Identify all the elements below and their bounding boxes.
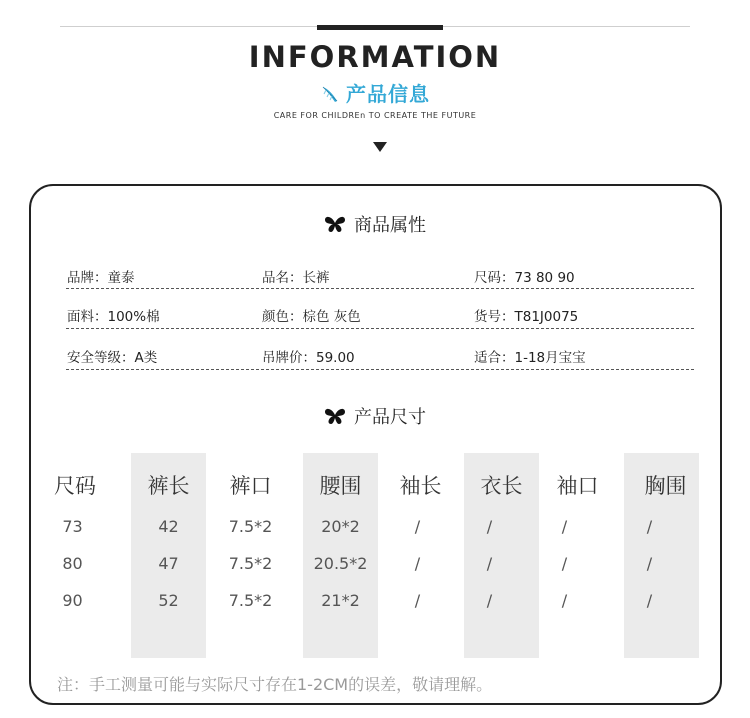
butterfly-icon bbox=[324, 215, 346, 233]
butterfly-icon bbox=[324, 407, 346, 425]
table-cell: 42 bbox=[158, 517, 179, 536]
table-cell: / bbox=[414, 591, 421, 610]
table-cell: / bbox=[646, 554, 653, 573]
table-cell: / bbox=[646, 591, 653, 610]
table-header: 腰围 bbox=[319, 474, 362, 498]
table-cell: 90 bbox=[62, 591, 83, 610]
subtitle: CARE FOR CHILDREn TO CREATE THE FUTURE bbox=[273, 111, 477, 120]
info-fabric: 面料：100%棉 bbox=[67, 309, 160, 325]
table-cell: / bbox=[646, 517, 653, 536]
info-color: 颜色：棕色 灰色 bbox=[262, 309, 361, 325]
table-cell: / bbox=[414, 554, 421, 573]
info-safety-level: 安全等级：A类 bbox=[67, 350, 158, 366]
title-chinese-row bbox=[0, 78, 750, 107]
table-cell: 21*2 bbox=[321, 591, 360, 610]
product-info-heading bbox=[0, 211, 750, 237]
table-header: 袖长 bbox=[399, 474, 442, 498]
size-table-title: 产品尺寸 bbox=[354, 407, 426, 428]
info-divider bbox=[66, 287, 694, 289]
info-price: 吊牌价：59.00 bbox=[262, 350, 355, 366]
table-header: 袖口 bbox=[556, 474, 599, 498]
top-accent-bar bbox=[317, 25, 443, 30]
info-divider bbox=[66, 327, 694, 329]
table-cell: / bbox=[486, 517, 493, 536]
table-cell: 47 bbox=[158, 554, 179, 573]
title-english: INFORMATION bbox=[248, 40, 502, 74]
info-item-number: 货号：T81J0075 bbox=[474, 309, 579, 325]
table-cell: 20.5*2 bbox=[313, 554, 368, 573]
table-header: 胸围 bbox=[644, 474, 687, 498]
table-header: 裤口 bbox=[229, 474, 272, 498]
table-cell: / bbox=[414, 517, 421, 536]
product-info-title: 商品属性 bbox=[354, 215, 426, 236]
table-cell: 80 bbox=[62, 554, 83, 573]
info-size: 尺码：73 80 90 bbox=[474, 270, 575, 286]
table-cell: / bbox=[561, 554, 568, 573]
size-table-heading bbox=[0, 403, 750, 429]
table-cell: 7.5*2 bbox=[228, 554, 273, 573]
info-brand: 品牌：童泰 bbox=[67, 270, 135, 286]
table-header: 尺码 bbox=[54, 474, 96, 498]
info-suitable-age: 适合：1-18月宝宝 bbox=[474, 350, 586, 366]
feather-icon bbox=[320, 82, 342, 104]
info-product-name: 品名：长裤 bbox=[262, 270, 330, 286]
table-cell: 7.5*2 bbox=[228, 591, 273, 610]
table-cell: / bbox=[486, 554, 493, 573]
table-cell: 20*2 bbox=[321, 517, 360, 536]
info-divider bbox=[66, 368, 694, 370]
table-cell: 73 bbox=[62, 517, 83, 536]
table-cell: 52 bbox=[158, 591, 179, 610]
table-header: 裤长 bbox=[147, 474, 190, 498]
triangle-down-icon bbox=[372, 141, 388, 153]
table-header: 衣长 bbox=[480, 474, 523, 498]
table-cell: / bbox=[561, 591, 568, 610]
table-cell: / bbox=[486, 591, 493, 610]
table-cell: 7.5*2 bbox=[228, 517, 273, 536]
table-cell: / bbox=[561, 517, 568, 536]
measurement-note: 注：手工测量可能与实际尺寸存在1-2CM的误差，敬请理解。 bbox=[57, 675, 493, 694]
title-chinese: 产品信息 bbox=[346, 82, 430, 106]
